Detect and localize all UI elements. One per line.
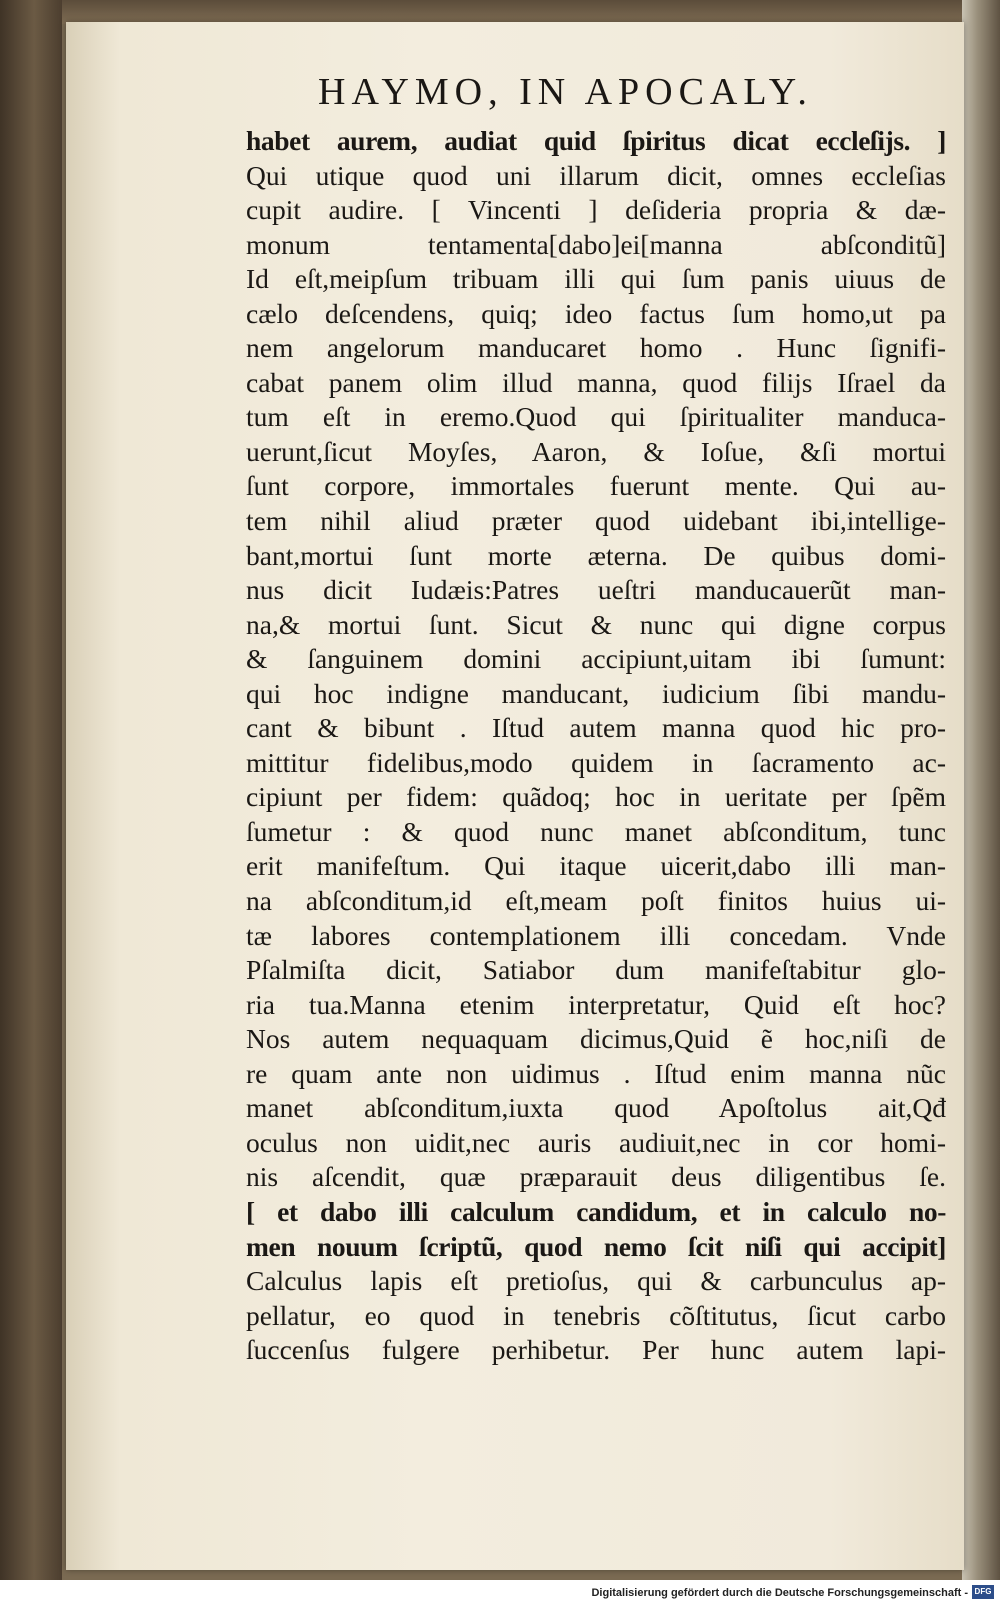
book-fore-edge	[962, 0, 1000, 1580]
text-line: bant,mortui ſunt morte æterna. De quibus domi-	[246, 539, 946, 571]
text-line: oculus non uidit,nec auris audiuit,nec in cor homi-	[246, 1126, 946, 1158]
text-line: tæ labores contemplationem illi concedam. Vnde	[246, 919, 946, 951]
text-line: uerunt,ſicut Moyſes, Aaron, & Ioſue, &ſi mortui	[246, 435, 946, 467]
text-line: Qui utique quod uni illarum dicit, omnes eccleſias	[246, 159, 946, 191]
text-line: ſumetur : & quod nunc manet abſconditum, tunc	[246, 815, 946, 847]
footer-bar	[0, 1580, 1000, 1608]
text-line: manet abſconditum,iuxta quod Apoſtolus ait,Qđ	[246, 1092, 946, 1124]
text-line: nis aſcendit, quæ præparauit deus diligentibus ſe.	[246, 1161, 946, 1193]
text-line: na abſconditum,id eſt,meam poſt finitos huius ui-	[246, 885, 946, 917]
text-line: na,& mortui ſunt. Sicut & nunc qui digne corpus	[246, 608, 946, 640]
text-line: tum eſt in eremo.Quod qui ſpiritualiter manduca-	[246, 401, 946, 433]
dfg-logo: DFG	[972, 1585, 994, 1599]
text-line: erit manifeſtum. Qui itaque uicerit,dabo illi man-	[246, 850, 946, 882]
text-line: & ſanguinem domini accipiunt,uitam ibi ſumunt:	[246, 643, 946, 675]
book-binding-edge	[0, 0, 62, 1580]
text-line: [ et dabo illi calculum candidum, et in calculo no-	[246, 1195, 946, 1227]
text-line: monum tentamenta[dabo]ei[manna abſconditũ]	[246, 228, 946, 260]
text-line: qui hoc indigne manducant, iudicium ſibi mandu-	[246, 677, 946, 709]
text-line: cælo deſcendens, quiq; ideo factus ſum homo,ut pa	[246, 297, 946, 329]
text-line: Calculus lapis eſt pretioſus, qui & carbunculus ap-	[246, 1265, 946, 1297]
text-line: ſunt corpore, immortales fuerunt mente. Qui au-	[246, 470, 946, 502]
text-block	[246, 124, 946, 1368]
text-line: cupit audire. [ Vincenti ] deſideria propria & dæ-	[246, 194, 946, 226]
text-line: ria tua.Manna etenim interpretatur, Quid eſt hoc?	[246, 988, 946, 1020]
text-line: cabat panem olim illud manna, quod filijs Iſrael da	[246, 366, 946, 398]
text-line: pellatur, eo quod in tenebris cõſtitutus, ſicut carbo	[246, 1299, 946, 1331]
text-line: habet aurem, audiat quid ſpiritus dicat eccleſijs. ]	[246, 125, 946, 156]
text-line: nem angelorum manducaret homo . Hunc ſignifi-	[246, 332, 946, 364]
text-line: cant & bibunt . Iſtud autem manna quod hic pro-	[246, 712, 946, 744]
text-line: re quam ante non uidimus . Iſtud enim manna nũc	[246, 1057, 946, 1089]
funding-credit: Digitalisierung gefördert durch die Deutsche Forschungsgemeinschaft -	[591, 1587, 968, 1599]
text-line: Id eſt,meipſum tribuam illi qui ſum panis uiuus de	[246, 263, 946, 295]
running-head: HAYMO, IN APOCALY.	[318, 71, 813, 113]
text-line: men nouum ſcriptũ, quod nemo ſcit niſi qui accipit]	[246, 1230, 946, 1262]
text-line: tem nihil aliud præter quod uidebant ibi,intellige-	[246, 505, 946, 537]
book-top-edge	[0, 0, 1000, 24]
text-line: Nos autem nequaquam dicimus,Quid ẽ hoc,niſi de	[246, 1023, 946, 1055]
text-line: mittitur fidelibus,modo quidem in ſacramento ac-	[246, 746, 946, 778]
text-line: nus dicit Iudæis:Patres ueſtri manducauerũt man-	[246, 574, 946, 606]
text-line: cipiunt per fidem: quãdoq; hoc in ueritate per ſpẽm	[246, 781, 946, 813]
text-line: Pſalmiſta dicit, Satiabor dum manifeſtabitur glo-	[246, 954, 946, 986]
text-line: ſuccenſus fulgere perhibetur. Per hunc autem lapi-	[246, 1334, 946, 1366]
